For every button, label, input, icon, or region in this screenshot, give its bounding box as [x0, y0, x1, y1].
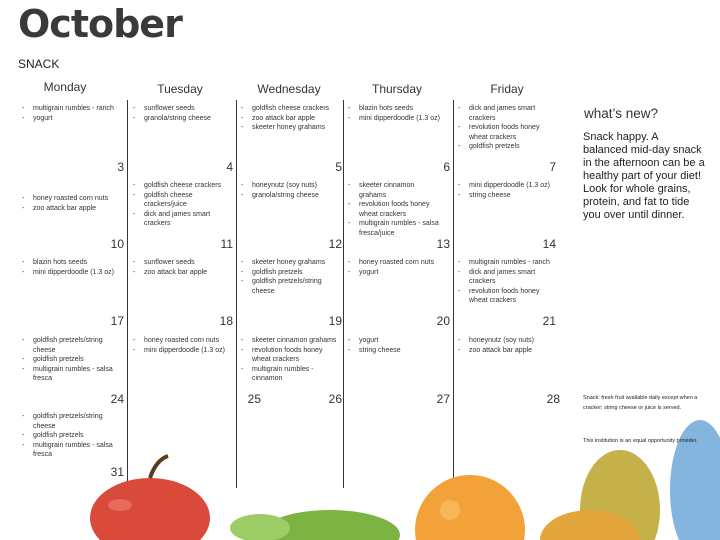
- day-header-monday: Monday: [43, 80, 87, 94]
- menu-item: - honeynutz (soy nuts): [239, 181, 339, 191]
- menu-item: - honey roasted corn nuts: [20, 194, 120, 204]
- date-number: 5: [335, 160, 342, 174]
- menu-item: - multigrain rumbles - salsa fresca: [20, 441, 120, 460]
- menu-item: - revolution foods honey wheat crackers: [456, 287, 556, 306]
- menu-item: - dick and james smart crackers: [456, 268, 556, 287]
- menu-cell-tuesday-w1: [131, 104, 231, 123]
- menu-item: - string cheese: [456, 191, 556, 201]
- menu-item: - yogurt: [346, 336, 442, 346]
- equal-opportunity-note: This institution is an equal opportunity provider.: [583, 438, 698, 444]
- menu-cell-friday-w4: [456, 336, 556, 355]
- menu-cell-wednesday-w3: [239, 258, 339, 296]
- menu-item: - zoo attack bar apple: [131, 268, 231, 278]
- menu-item: - yogurt: [346, 268, 442, 278]
- day-header-thursday: Thursday: [371, 82, 423, 96]
- menu-item: - granola/string cheese: [131, 114, 231, 124]
- menu-item: - zoo attack bar apple: [456, 346, 556, 356]
- date-number: 3: [117, 160, 124, 174]
- menu-cell-wednesday-w2: [239, 181, 339, 200]
- menu-item: - revolution foods honey wheat crackers: [346, 200, 442, 219]
- menu-item: - skeeter honey grahams: [239, 258, 339, 268]
- menu-item: - mini dipperdoodle (1.3 oz): [456, 181, 556, 191]
- date-number: 12: [328, 237, 342, 251]
- whats-new-heading: what’s new?: [584, 106, 659, 121]
- leaf-icon: [230, 510, 400, 540]
- menu-cell-monday-w4: [20, 336, 120, 384]
- menu-cell-monday-w1: [20, 104, 120, 123]
- menu-cell-tuesday-w4: [131, 336, 231, 355]
- menu-item: - goldfish pretzels/string cheese: [20, 412, 120, 431]
- whats-new-text: Snack happy. A balanced mid-day snack in the afternoon can be a healthy part of your diet! Look for whole grains, protein, and fat to tide you over until dinner.: [583, 131, 705, 221]
- menu-item: - dick and james smart crackers: [456, 104, 556, 123]
- menu-item: - yogurt: [20, 114, 120, 124]
- menu-item: - mini dipperdoodle (1.3 oz): [131, 346, 231, 356]
- menu-cell-monday-w3: [20, 258, 128, 277]
- fruit-availability-note: Snack: fresh fruit available daily except when a cracker; string cheese or juice is served.: [583, 395, 698, 411]
- date-number: 11: [220, 237, 233, 251]
- menu-cell-friday-w3: [456, 258, 556, 306]
- date-number: 10: [110, 237, 124, 251]
- date-number: 18: [219, 314, 233, 328]
- date-number: 7: [549, 160, 556, 174]
- menu-item: - goldfish cheese crackers: [239, 104, 339, 114]
- date-number: 25: [247, 392, 261, 406]
- day-header-wednesday: Wednesday: [257, 82, 321, 96]
- date-number: 26: [328, 392, 342, 406]
- date-number: 14: [542, 237, 556, 251]
- orange-icon: [415, 475, 525, 540]
- menu-item: - multigrain rumbles - salsa fresca: [20, 365, 120, 384]
- menu-item: - honey roasted corn nuts: [131, 336, 231, 346]
- menu-item: - skeeter cinnamon grahams: [346, 181, 442, 200]
- menu-item: - zoo attack bar apple: [239, 114, 339, 124]
- menu-item: - skeeter honey grahams: [239, 123, 339, 133]
- menu-item: - multigrain rumbles - salsa fresca/juice: [346, 219, 442, 238]
- menu-item: - honey roasted corn nuts: [346, 258, 442, 268]
- day-header-tuesday: Tuesday: [157, 82, 203, 96]
- menu-item: - goldfish pretzels: [20, 431, 120, 441]
- menu-item: - mini dipperdoodle (1.3 oz): [346, 114, 442, 124]
- day-header-friday: Friday: [490, 82, 524, 96]
- date-number: 21: [542, 314, 556, 328]
- menu-item: - blazin hots seeds: [346, 104, 442, 114]
- menu-item: - granola/string cheese: [239, 191, 339, 201]
- greens-icon: [540, 450, 660, 540]
- menu-item: - goldfish pretzels: [239, 268, 339, 278]
- menu-item: - goldfish cheese crackers/juice: [131, 191, 231, 210]
- menu-item: - goldfish pretzels/string cheese: [20, 336, 120, 355]
- menu-item: - multigrain rumbles - ranch: [20, 104, 120, 114]
- menu-item: - dick and james smart crackers: [131, 210, 231, 229]
- menu-item: - revolution foods honey wheat crackers: [456, 123, 556, 142]
- menu-item: - goldfish pretzels: [456, 142, 556, 152]
- menu-cell-thursday-w2: [346, 181, 442, 238]
- menu-cell-tuesday-w2: [131, 181, 231, 229]
- month-title: October: [18, 2, 182, 46]
- menu-item: - blazin hots seeds: [20, 258, 128, 268]
- menu-item: - revolution foods honey wheat crackers: [239, 346, 339, 365]
- menu-item: - sunflower seeds: [131, 258, 231, 268]
- date-number: 6: [443, 160, 450, 174]
- menu-item: - goldfish cheese crackers: [131, 181, 231, 191]
- menu-cell-thursday-w1: [346, 104, 442, 123]
- menu-cell-friday-w2: [456, 181, 556, 200]
- menu-cell-thursday-w4: [346, 336, 442, 355]
- date-number: 28: [546, 392, 560, 406]
- date-number: 31: [110, 465, 124, 479]
- menu-cell-wednesday-w1: [239, 104, 339, 133]
- menu-item: - multigrain rumbles - cinnamon: [239, 365, 339, 384]
- menu-item: - goldfish pretzels: [20, 355, 120, 365]
- date-number: 27: [436, 392, 450, 406]
- menu-cell-thursday-w3: [346, 258, 442, 277]
- menu-item: - multigrain rumbles - ranch: [456, 258, 556, 268]
- date-number: 20: [436, 314, 450, 328]
- menu-item: - goldfish pretzels/string cheese: [239, 277, 339, 296]
- menu-item: - zoo attack bar apple: [20, 204, 120, 214]
- menu-item: - honeynutz (soy nuts): [456, 336, 556, 346]
- date-number: 24: [110, 392, 124, 406]
- date-number: 17: [110, 314, 124, 328]
- menu-item: - mini dipperdoodle (1.3 oz): [20, 268, 128, 278]
- menu-cell-monday-w2: [20, 194, 120, 213]
- menu-item: - sunflower seeds: [131, 104, 231, 114]
- menu-cell-tuesday-w3: [131, 258, 231, 277]
- date-number: 19: [328, 314, 342, 328]
- menu-cell-friday-w1: [456, 104, 556, 152]
- menu-cell-wednesday-w4: [239, 336, 339, 384]
- date-number: 13: [436, 237, 450, 251]
- menu-item: - skeeter cinnamon grahams: [239, 336, 339, 346]
- menu-item: - string cheese: [346, 346, 442, 356]
- meal-label: SNACK: [18, 57, 60, 71]
- date-number: 4: [226, 160, 233, 174]
